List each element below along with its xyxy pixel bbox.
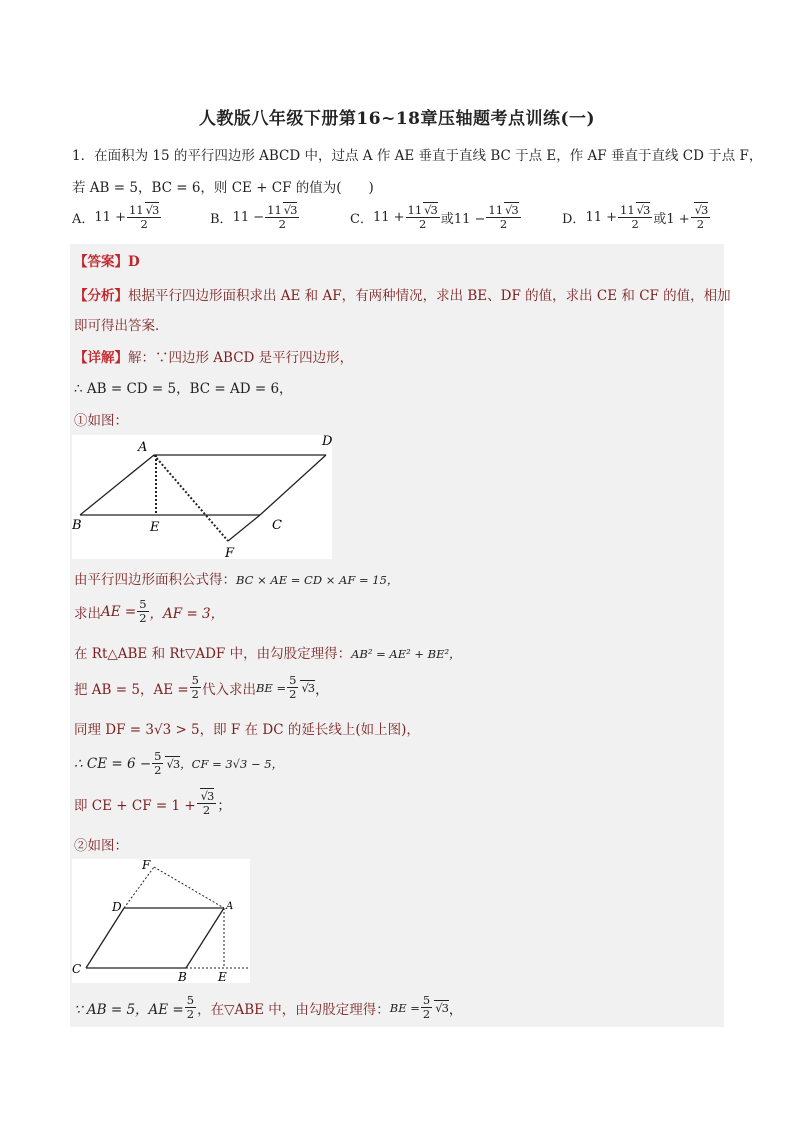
question-line-2: 若 AB = 5，BC = 6，则 CE + CF 的值为( ) (72, 180, 374, 196)
fraction: $\frac{5}{2}$ (422, 993, 431, 1022)
detail-line-1: 【详解】解：∵四边形 ABCD 是平行四边形， (74, 350, 354, 366)
step-same: 同理 DF = 3√3 > 5，即 F 在 DC 的延长线上(如上图)， (74, 722, 420, 738)
label-e: E (218, 970, 227, 983)
question-line-1: 1．在面积为 15 的平行四边形 ABCD 中，过点 A 作 AE 垂直于直线 BC 于点 E，作 AF 垂直于直线 CD 于点 F， (72, 148, 763, 164)
label-d: D (322, 435, 332, 449)
label-b: B (72, 518, 82, 533)
figure-2-diagram (72, 859, 250, 983)
solution-panel (70, 244, 731, 1027)
label-a: A (138, 440, 148, 455)
fraction: √ $\frac{3}{2}$ (691, 204, 711, 231)
step-substitute: 把 AB = 5，AE = $\frac{5}{2}$ 代入求出 BE = $\frac{5}{2}$ √ 3 ， (74, 674, 329, 701)
detail-line-2: ∴ AB = CD = 5，BC = AD = 6， (74, 381, 293, 397)
figure-2 (72, 859, 250, 983)
step-ce: ∴ CE = 6 − $\frac{5}{2}$ √ 3 ，CF = 3√3 − 5， (74, 750, 283, 777)
step-area: 由平行四边形面积公式得：BC × AE = CD × AF = 15， (74, 572, 399, 588)
fraction: $\frac{11√ 3}{2}$ (127, 204, 161, 231)
answer-value: D (128, 254, 140, 270)
options (72, 204, 732, 242)
option-a-label: A． (72, 212, 95, 228)
figure-1-diagram (72, 435, 332, 559)
label-e: E (150, 520, 160, 535)
label-a: A (226, 901, 234, 912)
option-b-label: B． (210, 212, 233, 228)
label-b: B (178, 970, 187, 983)
fraction: $\frac{11√ 3}{2}$ (486, 204, 520, 231)
fraction: $\frac{11√ 3}{2}$ (618, 204, 652, 231)
step-find: 求出 AE = $\frac{5}{2}$ ，AF = 3， (74, 597, 225, 626)
fraction: $\frac{5}{2}$ (289, 673, 297, 702)
fraction: $\frac{11√ 3}{2}$ (406, 204, 440, 231)
fraction: √ $\frac{3}{2}$ (197, 790, 217, 817)
case-2-label: ②如图： (74, 838, 128, 854)
option-c[interactable]: C． 11 + $\frac{11√ 3}{2}$ 或11 − $\frac{11√ 3}{2}$ (350, 204, 522, 231)
label-f: F (225, 546, 235, 559)
option-b[interactable] (210, 204, 300, 231)
fraction: $\frac{11√ 3}{2}$ (265, 204, 299, 231)
option-d[interactable]: D． 11 + $\frac{11√ 3}{2}$ 或1 + √ $\frac{3}{2}$ (562, 204, 711, 231)
step-last: ∵ AB = 5，AE = $\frac{5}{2}$ ，在▽ABE 中，由勾股定理得： BE = $\frac{5}{2}$ √ 3 ， (74, 994, 462, 1021)
fraction: $\frac{5}{2}$ (186, 993, 195, 1022)
label-d: D (112, 900, 122, 914)
figure-1 (72, 435, 332, 559)
step-sum: 即 CE + CF = 1 + √ $\frac{3}{2}$ ； (74, 790, 231, 817)
option-b-text: 11 − (232, 210, 265, 226)
fraction: $\frac{5}{2}$ (154, 749, 162, 778)
label-c: C (272, 518, 282, 533)
option-d-label: D． (562, 212, 586, 228)
label-f: F (142, 859, 151, 872)
document-title: 人教版八年级下册第16~18章压轴题考点训练(一) (198, 109, 596, 129)
option-a[interactable] (72, 204, 162, 231)
answer-tag: 【答案】 (74, 254, 128, 270)
analysis-line-1: 【分析】根据平行四边形面积求出 AE 和 AF，有两种情况，求出 BE、DF 的值，求出 CE 和 CF 的值，相加 (74, 288, 731, 304)
option-a-text: 11 + (94, 210, 126, 226)
fraction: $\frac{5}{2}$ (191, 673, 199, 702)
step-pythagoras: 在 Rt△ABE 和 Rt▽ADF 中，由勾股定理得：AB² = AE² + BE²， (74, 646, 461, 662)
label-c: C (72, 962, 82, 976)
case-1-label: ①如图： (74, 413, 128, 429)
analysis-line-2: 即可得出答案． (74, 318, 169, 334)
answer-line (74, 250, 140, 270)
fraction: $\frac{5}{2}$ (139, 597, 147, 626)
option-c-label: C． (350, 212, 373, 228)
